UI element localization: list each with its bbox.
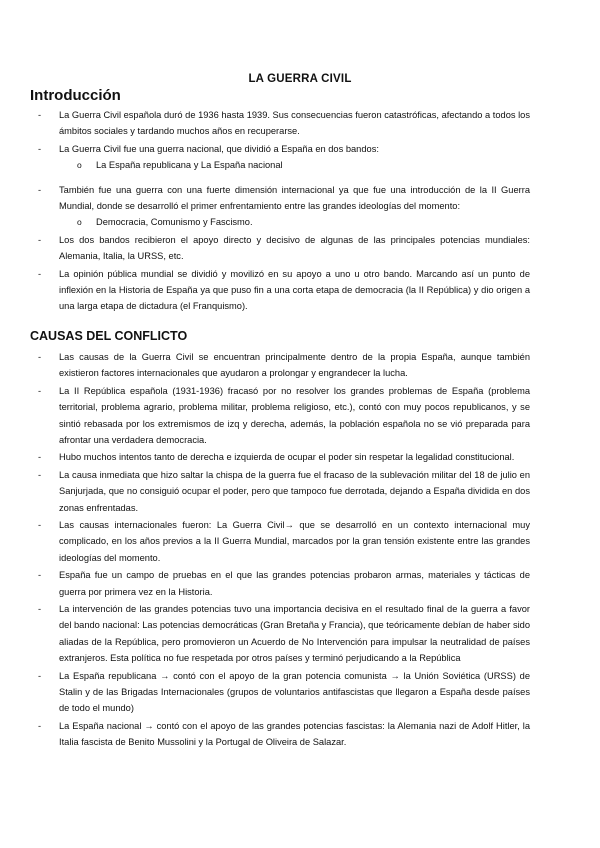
section-spacer	[30, 316, 530, 328]
list-item-text: La opinión pública mundial se dividió y movilizó en su apoyo a uno u otro bando. Marcando así un punto de inflexión en la Historia de España ya que puso fin a una corta etapa de democracia (la II República) y dio origen a una larga etapa de dictadura (el Franquismo).	[59, 268, 530, 312]
causas-list	[30, 349, 530, 751]
list-item: - Hubo muchos intentos tanto de derecha e izquierda de ocupar el poder sin respetar la legalidad constitucional.	[30, 449, 530, 465]
list-item: - España fue un campo de pruebas en el que las grandes potencias probaron armas, materiales y tácticas de guerra por primera vez en la Historia.	[30, 567, 530, 600]
list-item	[30, 232, 530, 265]
list-item: - La España nacional → contó con el apoyo de las grandes potencias fascistas: la Alemania nazi de Adolf Hitler, la Italia fascista de Benito Mussolini y la Portugal de Oliveira de Salazar.	[30, 718, 530, 751]
section-heading-causas: CAUSAS DEL CONFLICTO	[30, 328, 188, 343]
list-item: - La II República española (1931-1936) fracasó por no resolver los grandes problemas de España (problema territorial, problema agrario, problema militar, problema religioso, etc.), contó con muy pocos republicanos, y se sintió rebasada por los extremismos de izq y derecha, además, la población española no se vió preparada para afrontar una verdadera democracia.	[30, 383, 530, 449]
list-item	[30, 182, 530, 231]
list-item: - La intervención de las grandes potencias tuvo una importancia decisiva en el resultado final de la guerra a favor del bando nacional: Las potencias democráticas (Gran Bretaña y Francia), que teóricamente debían de haber sido aliadas de la República, pero promovieron un Acuerdo de No Intervención para impulsar la neutralidad de países extranjeros. Esta política no fue respetada por otros países y terminó perjudicando a la República	[30, 601, 530, 667]
list-item	[30, 266, 530, 315]
intro-list	[30, 107, 530, 315]
list-item-text: La Guerra Civil fue una guerra nacional, que dividió a España en dos bandos:	[59, 143, 379, 154]
list-item-text: Los dos bandos recibieron el apoyo directo y decisivo de algunas de las principales potencias mundiales: Alemania, Italia, la URSS, etc.	[59, 234, 530, 262]
list-item	[30, 107, 530, 140]
sub-list-item: o La España republicana y La España nacional	[59, 157, 530, 173]
list-item: - Las causas internacionales fueron: La Guerra Civil→ que se desarrolló en un contexto internacional muy complicado, en los años previos a la II Guerra Mundial, marcados por la gran tensión existente entre las grandes ideologías del momento.	[30, 517, 530, 566]
list-item: - La causa inmediata que hizo saltar la chispa de la guerra fue el fracaso de la sublevación militar del 18 de julio en Sanjurjada, que no consiguió ocupar el poder, pero que tampoco fue derrotada, dejando a España dividida en dos zonas enfrentadas.	[30, 467, 530, 516]
list-item-text: La Guerra Civil española duró de 1936 hasta 1939. Sus consecuencias fueron catastróficas, afectando a todos los ámbitos sociales y tardando muchos años en recuperarse.	[59, 110, 530, 137]
list-item: - La España republicana → contó con el apoyo de la gran potencia comunista → la Unión Soviética (URSS) de Stalin y de las Brigadas Internacionales (grupos de voluntarios antifascistas que llegaron a España desde países de todo el mundo)	[30, 668, 530, 717]
section-heading-introduccion: Introducción	[30, 87, 121, 104]
document-title: LA GUERRA CIVIL	[248, 73, 352, 85]
list-item: - Las causas de la Guerra Civil se encuentran principalmente dentro de la propia España, aunque también existieron factores internacionales que ayudaron a prolongar y engrandecer la lucha.	[30, 349, 530, 382]
list-item	[30, 141, 530, 174]
list-item-text: También fue una guerra con una fuerte dimensión internacional ya que fue una introducción de la II Guerra Mundial, donde se desarrolló el primer enfrentamiento entre las grandes ideologías del momento:	[59, 184, 530, 212]
sub-list	[59, 157, 530, 173]
sub-list-item: o Democracia, Comunismo y Fascismo.	[59, 214, 530, 230]
sub-list	[59, 214, 530, 230]
